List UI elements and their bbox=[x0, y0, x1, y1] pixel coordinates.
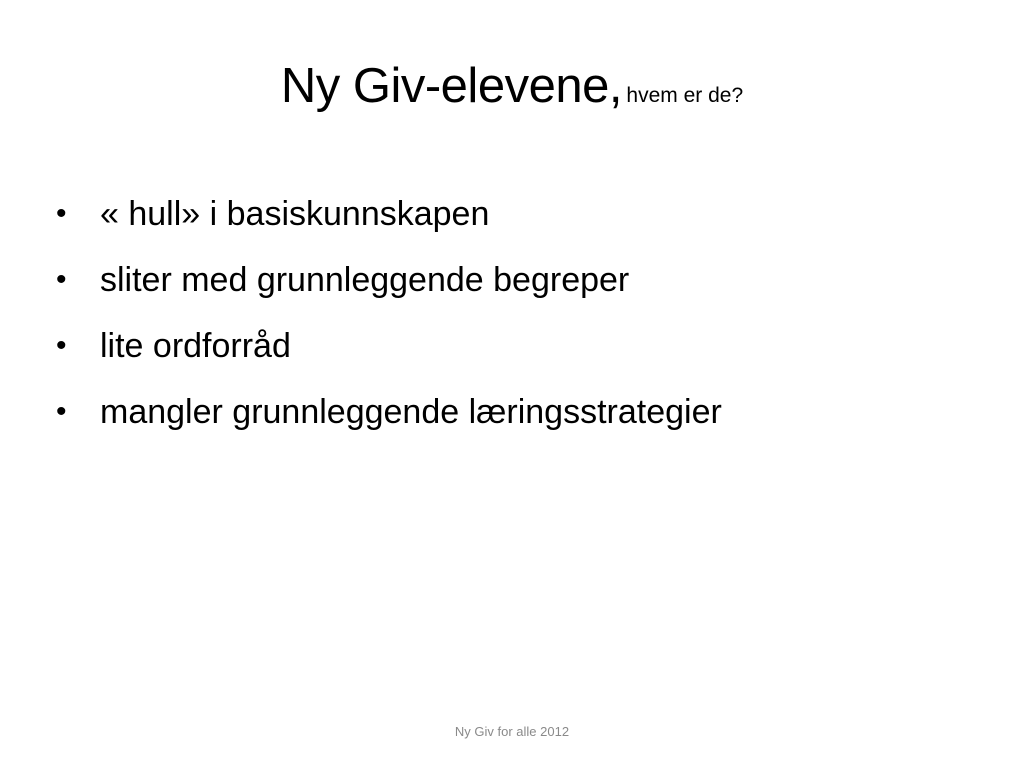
slide-footer: Ny Giv for alle 2012 bbox=[454, 724, 570, 739]
bullet-text: mangler grunnleggende læringsstrategier bbox=[100, 393, 722, 431]
title-main: Ny Giv-elevene, bbox=[280, 59, 622, 113]
title-subtitle: hvem er de? bbox=[626, 84, 744, 107]
bullet-icon: • bbox=[56, 263, 67, 296]
bullet-text: « hull» i basiskunnskapen bbox=[100, 195, 490, 233]
bullet-text: lite ordforråd bbox=[100, 327, 291, 365]
bullet-icon: • bbox=[56, 197, 67, 230]
bullet-text: sliter med grunnleggende begreper bbox=[100, 261, 630, 299]
slide-title bbox=[0, 59, 1024, 113]
bullet-icon: • bbox=[56, 329, 67, 362]
bullet-icon: • bbox=[56, 395, 67, 428]
